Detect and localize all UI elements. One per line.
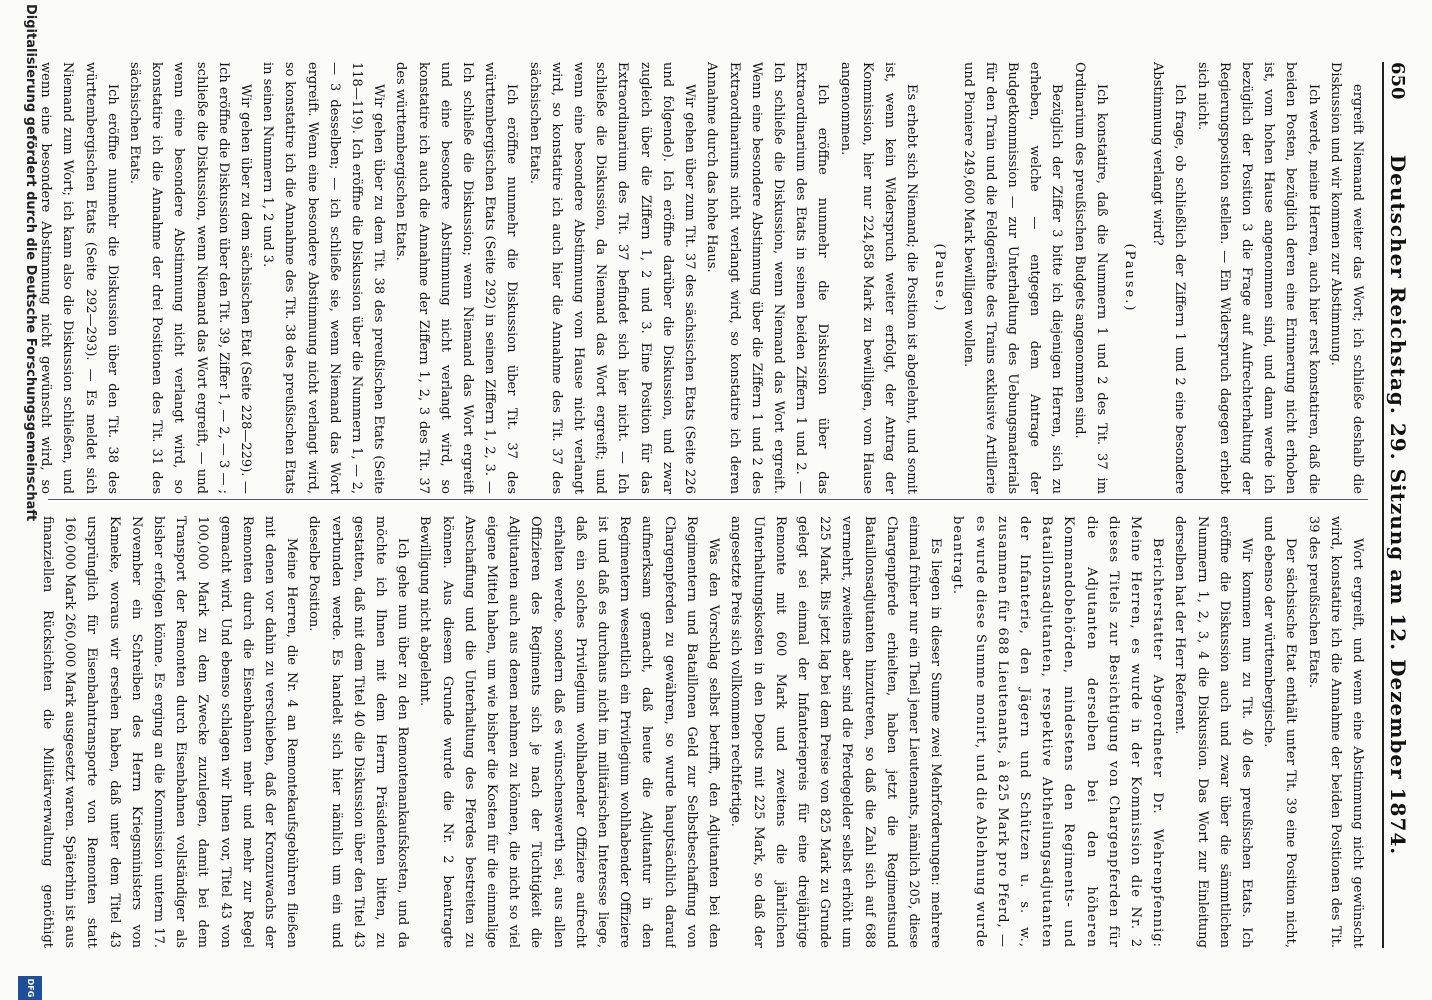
paragraph: Ich eröffne nunmehr die Diskussion über den Tit. 38 des württembergischen Etats (Seite 292—293). — Es meldet sich Niemand zum Wort; ich kann also die Diskussion schließen, und wenn eine besondere Abstimmung nicht gewünscht wird, so — [38, 62, 120, 494]
paragraph: Wir gehen über zum Tit. 37 des sächsischen Etats (Seite 226 und folgende). Ich eröffne darüber die Diskussion, und zwar zugleich über die Ziffern 1, 2 und 3. Eine Position für das Extraordinarium des Tit. 37 befindet sich hier nicht. — Ich schließe die Diskussion, da Niemand das Wort ergreift; und wenn eine besondere Abstimmung vom Hause nicht verlangt wird, so konstatire ich auch hier die Annahme des Tit. 37 des sächsischen Etats. — [526, 62, 698, 494]
paragraph: Ich gehe nun über zu den Remontenankaufskosten, und da möchte ich Ihnen mit dem Herrn Präsidenten bitten, zu gestatten, daß mit dem Titel 40 die Diskussion über den Titel 43 verbunden werde. Es handelt sich hier nämlich um ein und dieselbe Position. — [306, 516, 411, 948]
column-divider — [48, 499, 1368, 500]
paragraph: Ich frage, ob schließlich der Ziffern 1 und 2 eine besondere Abstimmung verlangt wird? — [1150, 62, 1188, 494]
paragraph: ergreift Niemand weiter das Wort; ich schließe deshalb die Diskussion und wir kommen zur Abstimmung. — [1327, 62, 1365, 494]
paragraph: Ich werde, meine Herren, auch hier erst konstatiren, daß die beiden Posten, bezüglich deren eine Erinnerung nicht erhoben ist, vom hohen Hause angenommen sind, und dann werde ich bezüglich der Position 3 die Frage auf Aufrechterhaltung der Regierungsposition stellen. — Ein Widerspruch dagegen erhebt sich nicht. — [1194, 62, 1321, 494]
paragraph: Wir gehen über zu dem Tit. 38 des preußischen Etats (Seite 118—119). Ich eröffne die Diskussion über die Nummern 1, — 2, — 3 desselben; — ich schließe sie, wenn Niemand das Wort ergreift. Wenn eine besondere Abstimmung nicht verlangt wird, so konstatire ich die Annahme des Tit. 38 des preußischen Etats in seinen Nummern 1, 2 und 3. — [260, 62, 387, 494]
paragraph: Ich eröffne nunmehr die Diskussion über das Extraordinarium des Etats in seinen beiden Ziffern 1 und 2. — Ich schließe die Diskussion, wenn Niemand das Wort ergreift. Wenn eine besondere Abstimmung über die Ziffern 1 und 2 des Extraordinariums nicht verlangt wird, so konstatire ich deren Annahme durch das hohe Haus. — [704, 62, 831, 494]
pause-note: (Pause.) — [1121, 243, 1137, 313]
paragraph: Wir kommen nun zu Tit. 40 des preußischen Etats. Ich eröffne die Diskussion auch und zwar über die sämmtlichen Nummern 1, 2, 3, 4 die Diskussion. Das Wort zur Einleitung derselben hat der Herr Referent. — [1172, 516, 1254, 948]
paragraph: Bezüglich der Ziffer 3 bitte ich diejenigen Herren, sich zu erheben, welche — entgegen dem Antrage der Budgetkommission — zur Unterhaltung des Uebungsmaterials für den Train und die Feldgeräthe des Trains exklusive Artillerie und Pioniere 249,600 Mark bewilligen wollen. — [960, 62, 1065, 494]
dfg-logo-icon: DFG — [18, 976, 42, 1000]
paragraph: Der sächsische Etat enthält unter Tit. 39 eine Position nicht, und ebenso der württembergische. — [1261, 516, 1299, 948]
paragraph: Wir gehen über zu dem sächsischen Etat (Seite 228—229). — Ich eröffne die Diskussion über den Tit. 39, Ziffer 1, — 2, — 3 — ; schließe die Diskussion, wenn Niemand das Wort ergreift, — und wenn eine besondere Abstimmung nicht verlangt wird, so konstatire ich die Annahme der drei Positionen des Tit. 31 des sächsischen Etats. — [127, 62, 254, 494]
page-number: 650 — [1387, 62, 1408, 100]
left-column — [38, 62, 1368, 494]
page-header — [1382, 62, 1414, 948]
paragraph: Es liegen in dieser Summe zwei Mehrforderungen: mehrere einmal früher nur ein Theil jener Lieutenants, nämlich 205, diese Chargenpferde erhielten, haben jetzt die Regimentsund Bataillonsadjutanten hinzutreten, so daß die Zahl sich auf 688 vermehrt, zweitens aber sind die Pferdegelder selbst erhöht um 225 Mark. Bis jetzt lag bei dem Preise von 825 Mark zu Grunde gelegt sei einmal der Infanteriepreis für eine dreijährige Remonte mit 600 Mark und zweitens die jährlichen Unterhaltungskosten in den Depots mit 225 Mark, so daß der angesetzte Preis sich vollkommen rechtfertige. — [728, 516, 944, 948]
paragraph: Was den Vorschlag selbst betrifft, den Adjutanten bei den Regimentern und Bataillonen Geld zur Selbstbeschaffung von Chargenpferden zu gewähren, so wurde hauptsächlich darauf aufmerksam gemacht, daß heute die Adjutantur in den Regimentern wesentlich ein Privilegium wohlhabender Offiziere ist und daß es durchaus nicht im militärischen Interesse liege, daß ein solches Privilegium wohlhabender Offiziere aufrecht erhalten werde, sondern daß es wünschenswerth sei, aus allen Offizieren des Regiments sich je nach der Tüchtigkeit die Adjutanten auch aus denen nehmen zu können, die nicht so viel eigene Mittel haben, um wie bisher die Kosten für die einmalige Anschaffung und die Unterhaltung des Pferdes bestreiten zu können. Aus diesem Grunde wurde die Nr. 2 beantragte Bewilligung nicht abgelehnt. — [417, 516, 722, 948]
right-column — [38, 516, 1368, 948]
paragraph: Es erhebt sich Niemand; die Position ist abgelehnt, und somit ist, wenn kein Widerspruch weiter erfolgt, der Antrag der Kommission, hier nur 224,858 Mark zu bewilligen, vom Hause angenommen. — [837, 62, 920, 494]
digitization-credit — [4, 0, 46, 1000]
paragraph: Wort ergreift, und wenn eine Abstimmung nicht gewünscht wird, konstatire ich die Annahme der beiden Positionen des Tit. 39 des preußischen Etats. — [1305, 516, 1365, 948]
speaker-paragraph: Berichterstatter Abgeordneter Dr. Wehrenpfennig: Meine Herren, es wurde in der Kommission die Nr. 2 dieses Titels zur Besichtigung von Chargenpferden für die Adjutanten derselben bei den höheren Kommandobehörden, mindestens den Regiments- und Bataillonsadjutanten, respektive Abtheilungsadjutanten der Infanterie, den Jägern und Schützen u. s. w., zusammen für 688 Lieutenants, à 825 Mark pro Pferd, — es wurde diese Summe monirt, und die Ablehnung wurde beantragt. — [950, 516, 1166, 948]
paragraph: Meine Herren, die Nr. 4 an Remontekaufsgebühren fließen mit denen vor dahin zu verschieben, daß der Kronzuwachs der Remonten durch die Eisenbahnen mehr und mehr zur Regel gemacht wird. Und ebenso schlagen wir Ihnen vor, Titel 43 von 100,000 Mark zu dem Zwecke zuzulegen, damit bei dem Transport der Remonten durch Eisenbahnen vollständiger als bisher erfolgen könne. Es erging an die Kommission unterm 17. November ein Schreiben des Herrn Kriegsministers von Kameke, woraus wir ersehen haben, daß unter dem Titel 43 ursprünglich für Eisenbahntransporte von Remonten statt 160,000 Mark 260,000 Mark ausgesetzt waren. Späterhin ist aus finanziellen Rücksichten die Militärverwaltung genöthigt — [40, 516, 300, 948]
paragraph: Ich eröffne nunmehr die Diskussion über Tit. 37 des württembergischen Etats (Seite 292) in seinen Ziffern 1, 2, 3. — Ich schließe die Diskussion; wenn Niemand das Wort ergreift und eine besondere Abstimmung nicht verlangt wird, so konstatire ich auch die Annahme der Ziffern 1, 2, 3 des Tit. 37 des württembergischen Etats. — [393, 62, 520, 494]
credit-text: Digitalisierung gefördert durch die Deutsche Forschungsgemeinschaft — [23, 4, 38, 522]
paragraph: Ich konstatire, daß die Nummern 1 und 2 des Tit. 37 im Ordinarium des preußischen Budgets angenommen sind. — [1071, 62, 1109, 494]
pause-note: (Pause.) — [932, 243, 948, 313]
running-title: Deutscher Reichstag. 29. Sitzung am 12. Dezember 1874. — [1386, 154, 1410, 856]
